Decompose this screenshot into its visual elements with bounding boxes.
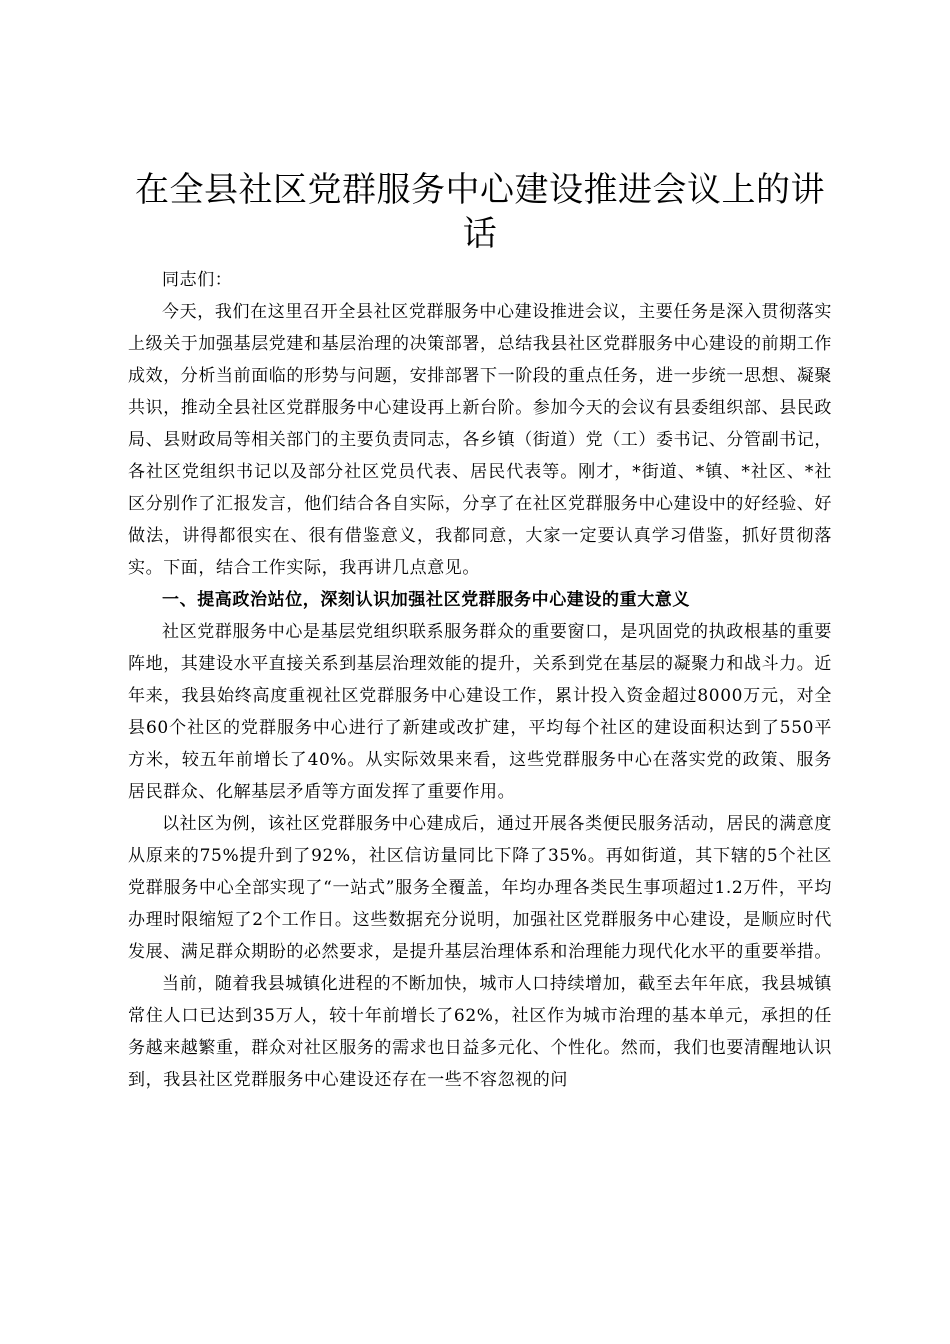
paragraph-opening: 今天，我们在这里召开全县社区党群服务中心建设推进会议，主要任务是深入贯彻落实上级关于加强基层党建和基层治理的决策部署，总结我县社区党群服务中心建设的前期工作成效，分析当前面临的形势与问题，安排部署下一阶段的重点任务，进一步统一思想、凝聚共识，推动全县社区党群服务中心建设再上新台阶。参加今天的会议有县委组织部、县民政局、县财政局等相关部门的主要负责同志，各乡镇（街道）党（工）委书记、分管副书记，各社区党组织书记以及部分社区党员代表、居民代表等。刚才，*街道、*镇、*社区、*社区分别作了汇报发言，他们结合各自实际，分享了在社区党群服务中心建设中的好经验、好做法，讲得都很实在、很有借鉴意义，我都同意，大家一定要认真学习借鉴，抓好贯彻落实。下面，结合工作实际，我再讲几点意见。 [128,302,832,578]
paragraph-significance: 社区党群服务中心是基层党组织联系服务群众的重要窗口，是巩固党的执政根基的重要阵地，其建设水平直接关系到基层治理效能的提升，关系到党在基层的凝聚力和战斗力。近年来，我县始终高度重视社区党群服务中心建设工作，累计投入资金超过8000万元，对全县60个社区的党群服务中心进行了新建或改扩建，平均每个社区的建设面积达到了550平方米，较五年前增长了40%。从实际效果来看，这些党群服务中心在落实党的政策、服务居民群众、化解基层矛盾等方面发挥了重要作用。 [128,622,832,802]
paragraph-examples: 以社区为例，该社区党群服务中心建成后，通过开展各类便民服务活动，居民的满意度从原来的75%提升到了92%，社区信访量同比下降了35%。再如街道，其下辖的5个社区党群服务中心全部实现了“一站式”服务全覆盖，年均办理各类民生事项超过1.2万件，平均办理时限缩短了2个工作日。这些数据充分说明，加强社区党群服务中心建设，是顺应时代发展、满足群众期盼的必然要求，是提升基层治理体系和治理能力现代化水平的重要举措。 [128,814,832,962]
salutation: 同志们： [162,270,233,290]
document-body [128,168,832,1096]
paragraph-current-situation: 当前，随着我县城镇化进程的不断加快，城市人口持续增加，截至去年年底，我县城镇常住人口已达到35万人，较十年前增长了62%，社区作为城市治理的基本单元，承担的任务越来越繁重，群众对社区服务的需求也日益多元化、个性化。然而，我们也要清醒地认识到，我县社区党群服务中心建设还存在一些不容忽视的问 [128,974,832,1090]
section-heading-1: 一、提高政治站位，深刻认识加强社区党群服务中心建设的重大意义 [162,590,690,610]
document-title: 在全县社区党群服务中心建设推进会议上的讲话 [135,170,825,254]
